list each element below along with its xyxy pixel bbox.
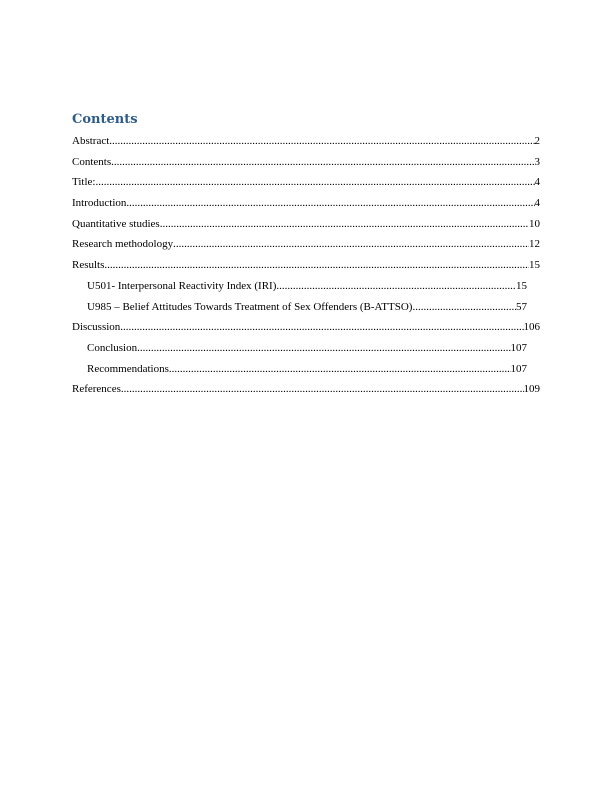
dot-leader <box>276 276 516 297</box>
toc-entry-label: Conclusion <box>87 341 138 354</box>
toc-entry-introduction[interactable] <box>72 193 540 214</box>
toc-entry-discussion[interactable] <box>72 317 540 338</box>
toc-entry-page-number: 109 <box>523 383 540 396</box>
toc-entry-label: Research methodology <box>72 238 174 251</box>
toc-entry-quantitative-studies[interactable] <box>72 214 540 235</box>
dot-leader <box>109 131 534 152</box>
toc-entry-abstract[interactable] <box>72 131 540 152</box>
toc-entry-page-number: 15 <box>516 279 527 292</box>
toc-entry-label: Title: <box>72 176 96 189</box>
toc-entry-research-methodology[interactable] <box>72 234 540 255</box>
table-of-contents <box>0 131 612 400</box>
toc-entry-u501-iri[interactable] <box>87 276 527 297</box>
toc-entry-page-number: 10 <box>529 217 540 230</box>
dot-leader <box>111 152 534 173</box>
toc-heading: Contents <box>72 112 138 127</box>
dot-leader <box>120 317 523 338</box>
dot-leader <box>412 297 516 318</box>
toc-entry-title[interactable] <box>72 172 540 193</box>
toc-entry-label: U985 – Belief Attitudes Towards Treatment of Sex Offenders (B-ATTSO) <box>87 300 413 313</box>
dot-leader <box>104 255 529 276</box>
toc-entry-page-number: 106 <box>523 321 540 334</box>
toc-entry-page-number: 3 <box>534 155 540 168</box>
toc-entry-conclusion[interactable] <box>87 338 527 359</box>
dot-leader <box>173 234 529 255</box>
dot-leader <box>169 359 511 380</box>
toc-entry-u985-b-attso[interactable] <box>87 297 527 318</box>
toc-entry-label: U501- Interpersonal Reactivity Index (IRI) <box>87 279 277 292</box>
toc-entry-label: Contents <box>72 155 112 168</box>
toc-entry-label: Quantitative studies <box>72 217 160 230</box>
toc-entry-label: Introduction <box>72 197 127 210</box>
toc-entry-label: Recommendations <box>87 362 169 375</box>
toc-entry-page-number: 107 <box>510 362 527 375</box>
toc-entry-page-number: 107 <box>510 341 527 354</box>
dot-leader <box>95 172 534 193</box>
toc-entry-page-number: 4 <box>534 176 540 189</box>
dot-leader <box>137 338 510 359</box>
toc-entry-page-number: 15 <box>529 259 540 272</box>
dot-leader <box>160 214 529 235</box>
toc-entry-label: Results <box>72 259 105 272</box>
toc-entry-references[interactable] <box>72 379 540 400</box>
dot-leader <box>121 379 524 400</box>
toc-entry-label: Abstract <box>72 135 110 147</box>
toc-entry-results[interactable] <box>72 255 540 276</box>
toc-entry-page-number: 12 <box>529 238 540 251</box>
toc-entry-label: Discussion <box>72 321 121 334</box>
toc-entry-page-number: 57 <box>516 300 527 313</box>
toc-entry-recommendations[interactable] <box>87 359 527 380</box>
toc-entry-page-number: 2 <box>534 135 540 147</box>
dot-leader <box>126 193 534 214</box>
toc-entry-page-number: 4 <box>534 197 540 210</box>
toc-entry-label: References <box>72 383 121 396</box>
toc-entry-contents[interactable] <box>72 152 540 173</box>
